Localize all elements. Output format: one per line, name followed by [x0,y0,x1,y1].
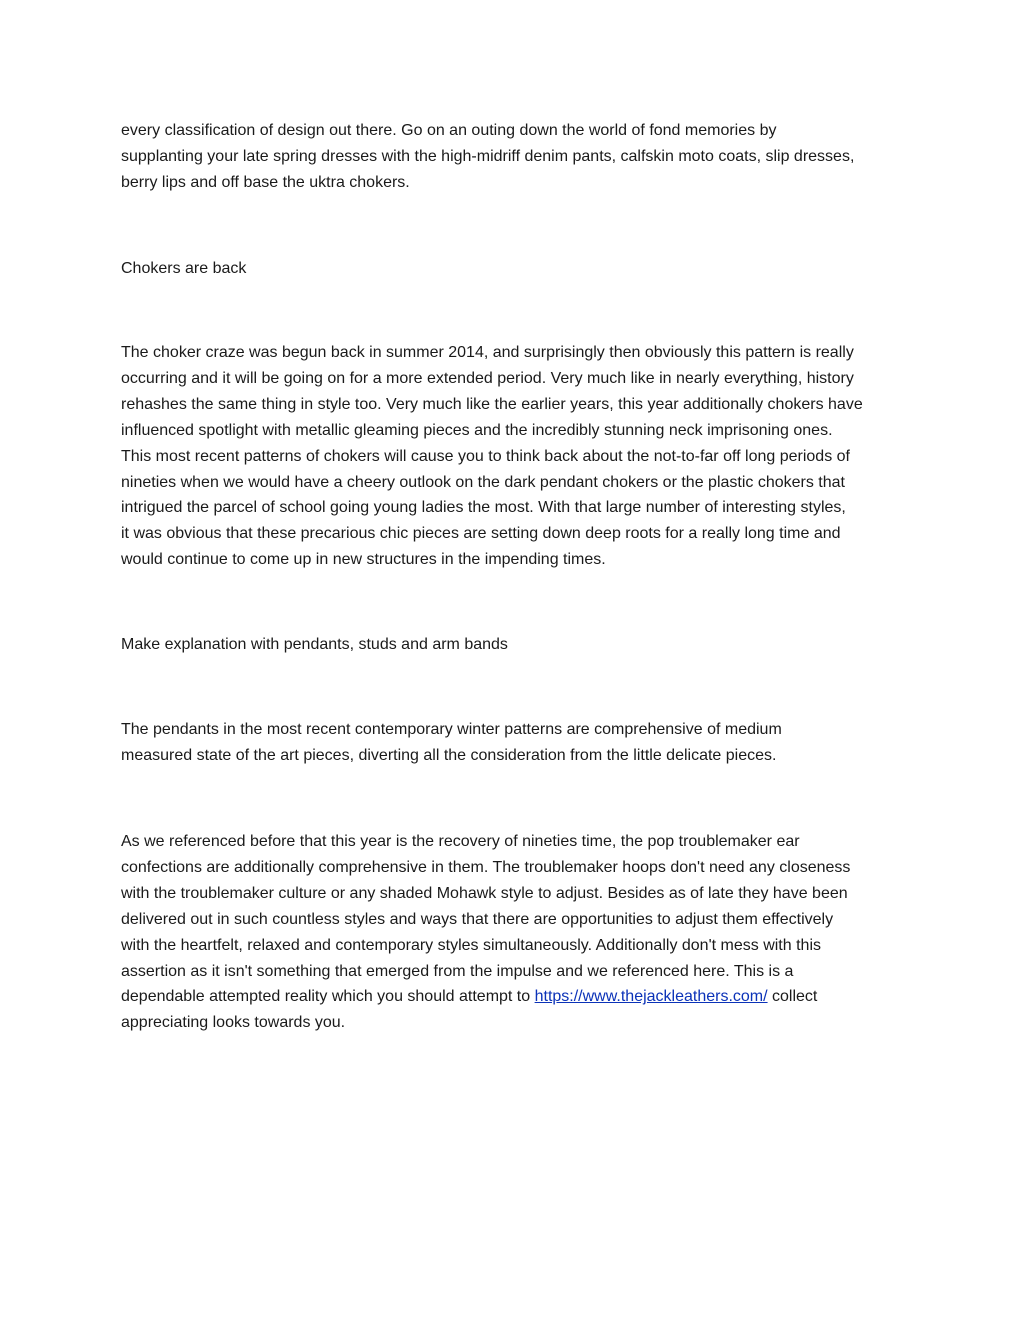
paragraph-intro [121,118,921,196]
paragraph-line: This most recent patterns of chokers will cause you to think back about the not-to-far off long periods of [121,447,850,465]
thejackleathers-link[interactable]: https://www.thejackleathers.com/ [534,988,768,1006]
paragraph-line: intrigued the parcel of school going young ladies the most. With that large number of interesting styles, [121,499,846,517]
paragraph-line: rehashes the same thing in style too. Very much like the earlier years, this year additionally chokers have [121,395,863,413]
paragraph-line: measured state of the art pieces, diverting all the consideration from the little delicate pieces. [121,746,777,764]
heading-text: Chokers are back [121,260,247,277]
heading-text: Make explanation with pendants, studs and arm bands [121,636,508,653]
paragraph-line: with the heartfelt, relaxed and contemporary styles simultaneously. Additionally don't mess with this [121,936,821,954]
paragraph-nineties [121,829,921,1036]
paragraph-line: delivered out in such countless styles and ways that there are opportunities to adjust them effectively [121,910,834,928]
paragraph-line: would continue to come up in new structures in the impending times. [121,551,606,569]
paragraph-line: nineties when we would have a cheery outlook on the dark pendant chokers or the plastic chokers that [121,473,845,491]
paragraph-choker-craze [121,340,921,573]
paragraph-pendants [121,717,921,769]
link-line-prefix: dependable attempted reality which you should attempt to [121,988,535,1006]
paragraph-line: assertion as it isn't something that emerged from the impulse and we referenced here. This is a [121,962,794,980]
paragraph-line: berry lips and off base the uktra chokers. [121,173,410,191]
paragraph-line: every classification of design out there. Go on an outing down the world of fond memories by [121,122,777,139]
section-heading-pendants [121,632,921,658]
paragraph-line: The pendants in the most recent contemporary winter patterns are comprehensive of medium [121,721,782,738]
paragraph-line: occurring and it will be going on for a more extended period. Very much like in nearly everything, history [121,369,854,387]
paragraph-line: influenced spotlight with metallic gleaming pieces and the incredibly stunning neck imprisoning ones. [121,421,833,439]
paragraph-line: The choker craze was begun back in summer 2014, and surprisingly then obviously this pattern is really [121,344,854,361]
paragraph-line: confections are additionally comprehensive in them. The troublemaker hoops don't need any closeness [121,858,851,876]
paragraph-line: it was obvious that these precarious chic pieces are setting down deep roots for a really long time and [121,525,841,543]
link-line-suffix: collect [767,988,818,1006]
paragraph-line: appreciating looks towards you. [121,1014,346,1032]
paragraph-line: As we referenced before that this year is the recovery of nineties time, the pop troublemaker ear [121,833,800,850]
paragraph-line-with-link [121,984,921,1010]
section-heading-chokers [121,256,921,282]
paragraph-line: with the troublemaker culture or any shaded Mohawk style to adjust. Besides as of late they have been [121,884,848,902]
paragraph-line: supplanting your late spring dresses with the high-midriff denim pants, calfskin moto coats, slip dresses, [121,147,855,165]
